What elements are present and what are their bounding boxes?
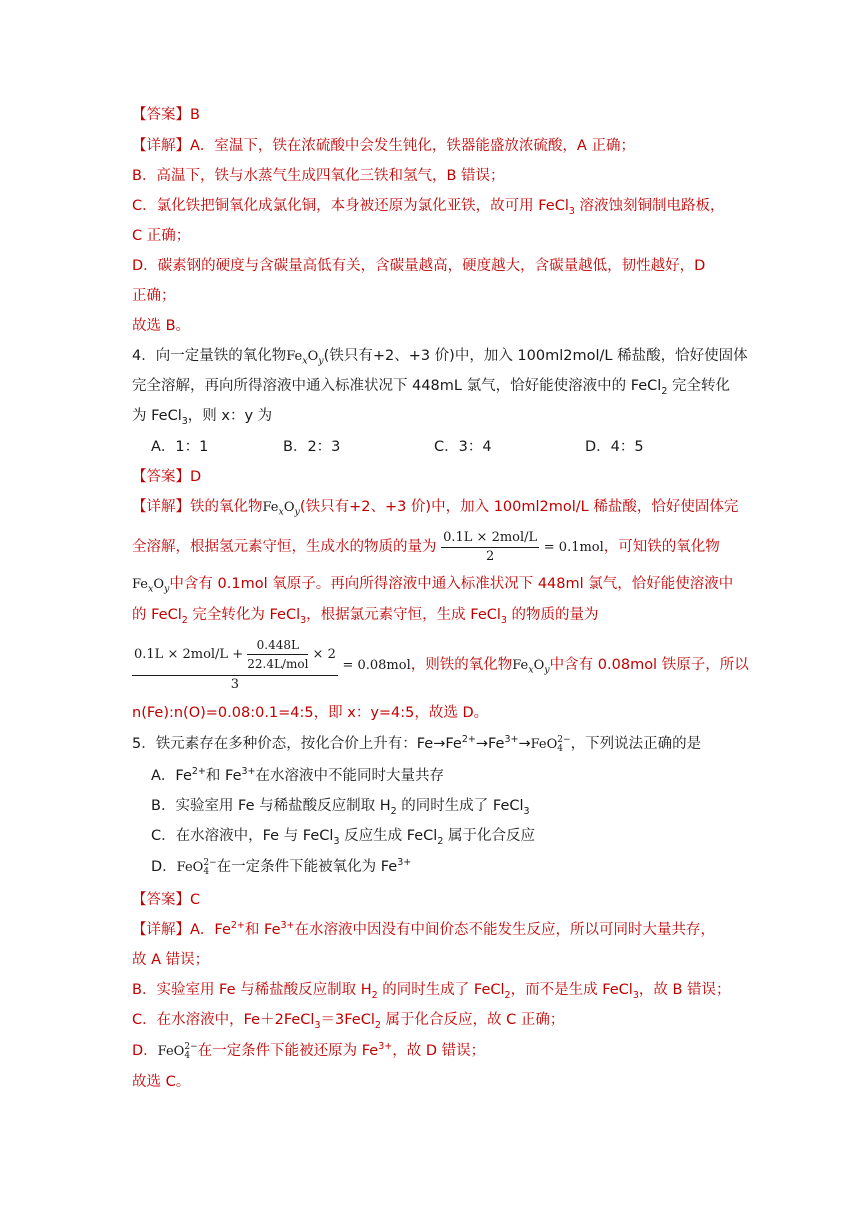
q4-detail-text2: ，可知铁的氧化物 <box>603 539 720 555</box>
q3-conclusion: 故选 B。 <box>132 318 191 334</box>
q4-detail-line3 <box>132 574 733 595</box>
formula-sup: 2− <box>557 734 571 745</box>
superscript: 3+ <box>397 857 412 869</box>
big-fraction-numerator <box>132 636 338 676</box>
subscript: 2 <box>661 385 668 397</box>
formula-sub: y <box>318 355 324 367</box>
big-fraction-denominator: 3 <box>230 677 240 692</box>
ferrate-formula <box>157 1041 198 1061</box>
q4-option-b: B．2：3 <box>283 439 341 455</box>
subscript: 3 <box>500 614 507 626</box>
q3-answer: B <box>190 107 200 123</box>
numerator-mult: × 2 <box>312 647 336 662</box>
formula-part: Fe <box>512 658 529 673</box>
q3-answer-line <box>132 105 200 125</box>
detail-text: 在水溶液中因没有中间价态不能发生反应，所以可同时大量共存， <box>294 922 715 938</box>
q5-stem-text2: ，下列说法正确的是 <box>570 736 702 752</box>
q5-detail-a-cont: 故 A 错误； <box>132 952 210 968</box>
detail-text: 属于化合反应，故 C 正确； <box>380 1012 565 1028</box>
inner-numerator: 0.448L <box>247 636 308 655</box>
q5-detail-c <box>132 1010 564 1030</box>
superscript: 2+ <box>230 920 245 932</box>
formula-part: O <box>533 658 545 673</box>
detail-label: 【详解】 <box>132 922 190 938</box>
superscript: 3+ <box>241 766 256 778</box>
q4-detail-line1 <box>132 497 738 518</box>
q4-stem-text: 为 FeCl <box>132 408 182 424</box>
option-text: 反应生成 FeCl <box>339 828 438 844</box>
detail-text: ，故 D 错误； <box>392 1043 486 1059</box>
q4-detail-text: 完全转化为 FeCl <box>187 607 301 623</box>
q4-detail-line2 <box>132 527 720 568</box>
q4-stem-line3 <box>132 406 272 426</box>
fraction-numerator: 0.1L × 2mol/L <box>441 529 539 548</box>
q5-option-b <box>151 796 530 816</box>
subscript: 2 <box>437 835 444 847</box>
iron-moles-formula <box>132 636 749 694</box>
formula-script <box>184 1043 197 1061</box>
q4-detail-line6: n(Fe):n(O)=0.08:0.1=4:5，即 x：y=4:5，故选 D。 <box>132 705 489 721</box>
q4-stem-text2: (铁只有+2、+3 价)中，加入 100ml2mol/L 稀盐酸，恰好使固体 <box>323 348 748 364</box>
q3-detail-c-cont: C 正确； <box>132 228 191 244</box>
subscript: 2 <box>390 805 397 817</box>
subscript: 3 <box>333 835 340 847</box>
q5-detail-a <box>132 920 715 940</box>
formula-part: Fe <box>262 500 279 515</box>
big-fraction-result: = 0.08mol <box>342 658 411 673</box>
q5-answer-line <box>132 890 200 910</box>
q4-stem-text2: 完全转化 <box>667 378 730 394</box>
detail-text: A．Fe <box>190 922 231 938</box>
q4-detail-text: 铁的氧化物 <box>190 499 263 515</box>
option-text: 和 Fe <box>205 768 242 784</box>
formula-sub: 4 <box>203 866 210 877</box>
formula-part: Fe <box>286 349 303 364</box>
option-text: D． <box>151 859 177 875</box>
q4-answer: D <box>190 469 202 485</box>
q5-option-d <box>151 857 411 878</box>
iron-oxide-formula <box>262 500 300 518</box>
superscript: 2+ <box>461 734 476 746</box>
q4-detail-text: ，根据氯元素守恒，生成 FeCl <box>306 607 501 623</box>
detail-text: D． <box>132 1043 158 1059</box>
iron-oxide-formula <box>512 658 550 676</box>
detail-text: ，而不是生成 FeCl <box>510 982 633 998</box>
option-text: C．在水溶液中，Fe 与 FeCl <box>151 828 334 844</box>
q4-detail-text: 的物质的量为 <box>506 607 599 623</box>
formula-sub: x <box>278 506 284 518</box>
detail-text: C．在水溶液中，Fe＋2FeCl <box>132 1012 315 1028</box>
q3-detail-c-text: C．氯化铁把铜氧化成氯化铜，本身被还原为氯化亚铁，故可用 FeCl <box>132 198 569 214</box>
q4-option-c: C．3：4 <box>434 439 492 455</box>
subscript: 2 <box>371 989 378 1001</box>
formula-part: O <box>283 500 295 515</box>
inner-fraction <box>247 636 308 673</box>
subscript: 3 <box>523 805 530 817</box>
q4-option-d: D．4：5 <box>585 439 644 455</box>
answer-label: 【答案】 <box>132 469 190 485</box>
ferrate-formula <box>530 734 571 754</box>
detail-label: 【详解】 <box>132 499 190 515</box>
fraction-denominator: 2 <box>486 548 495 564</box>
q4-stem-line2 <box>132 376 730 396</box>
formula-sub: 4 <box>557 743 564 754</box>
q4-detail-text: 中含有 0.1mol 氧原子。再向所得溶液中通入标准状况下 448ml 氯气，恰好能使溶液中 <box>169 576 734 592</box>
answer-label: 【答案】 <box>132 107 190 123</box>
q4-stem-line1 <box>132 346 748 367</box>
q4-option-a: A．1：1 <box>151 439 209 455</box>
option-text: A．Fe <box>151 768 192 784</box>
formula-part: Fe <box>132 577 149 592</box>
detail-text: ，故 B 错误； <box>638 982 731 998</box>
q5-detail-b <box>132 980 731 1000</box>
formula-sub: y <box>164 583 170 595</box>
q4-detail-text2: 中含有 0.08mol 铁原子，所以 <box>549 657 749 673</box>
superscript: 3+ <box>280 920 295 932</box>
q4-detail-text2: (铁只有+2、+3 价)中，加入 100ml2mol/L 稀盐酸，恰好使固体完 <box>299 499 739 515</box>
option-text: B．实验室用 Fe 与稀盐酸反应制取 H <box>151 798 391 814</box>
subscript: 2 <box>374 1019 381 1031</box>
q5-stem <box>132 734 701 755</box>
q5-answer: C <box>190 892 201 908</box>
superscript: 3+ <box>504 734 519 746</box>
formula-sup: 2− <box>203 857 217 868</box>
formula-sub: x <box>148 583 154 595</box>
formula-part: O <box>153 577 165 592</box>
q5-option-a <box>151 766 444 786</box>
formula-script <box>203 859 216 877</box>
detail-text: B．实验室用 Fe 与稀盐酸反应制取 H <box>132 982 372 998</box>
formula-part: FeO <box>157 1044 185 1059</box>
q5-stem-text: →Fe <box>475 736 505 752</box>
q3-detail-d: D．碳素钢的硬度与含碳量高低有关，含碳量越高，硬度越大，含碳量越低，韧性越好，D <box>132 258 706 274</box>
option-text: 在一定条件下能被氧化为 Fe <box>216 859 398 875</box>
q5-detail-d <box>132 1041 485 1062</box>
q5-stem-text: → <box>518 736 531 752</box>
q5-stem-text: 5．铁元素存在多种价态，按化合价上升有：Fe→Fe <box>132 736 462 752</box>
detail-label: 【详解】 <box>132 138 190 154</box>
q5-option-c <box>151 826 535 846</box>
q3-detail-d-cont: 正确； <box>132 288 176 304</box>
option-text: 在水溶液中不能同时大量共存 <box>255 768 444 784</box>
subscript: 3 <box>181 415 188 427</box>
formula-sub: x <box>302 355 308 367</box>
iron-oxide-formula <box>132 577 170 595</box>
formula-sub: x <box>528 664 534 676</box>
superscript: 2+ <box>191 766 206 778</box>
formula-sub: 4 <box>184 1050 191 1061</box>
superscript: 3+ <box>378 1041 393 1053</box>
q4-detail-text: 的 FeCl <box>132 607 182 623</box>
detail-text: 和 Fe <box>244 922 281 938</box>
q3-detail-b: B．高温下，铁与水蒸气生成四氧化三铁和氢气，B 错误； <box>132 168 505 184</box>
subscript: 3 <box>314 1019 321 1031</box>
formula-sub: y <box>294 506 300 518</box>
numerator-left: 0.1L × 2mol/L + <box>134 647 244 662</box>
subscript: 3 <box>632 989 639 1001</box>
subscript: 3 <box>568 205 575 217</box>
q4-detail-text: 全溶解，根据氢元素守恒，生成水的物质的量为 <box>132 539 437 555</box>
formula-part: FeO <box>530 737 558 752</box>
ferrate-formula <box>176 857 217 877</box>
q4-stem-text: 完全溶解，再向所得溶液中通入标准状况下 448mL 氯气，恰好能使溶液中的 FeCl <box>132 378 662 394</box>
formula-part: FeO <box>176 860 204 875</box>
q4-stem-text2: ，则 x：y 为 <box>187 408 273 424</box>
fraction-result: = 0.1mol <box>543 540 604 555</box>
detail-text: 在一定条件下能被还原为 Fe <box>197 1043 379 1059</box>
q4-detail-line4 <box>132 605 599 625</box>
q5-conclusion: 故选 C。 <box>132 1074 191 1090</box>
formula-sub: y <box>544 664 550 676</box>
option-text: 属于化合反应 <box>443 828 535 844</box>
iron-oxide-formula <box>286 349 324 367</box>
q4-stem-text: 4．向一定量铁的氧化物 <box>132 348 287 364</box>
answer-label: 【答案】 <box>132 892 190 908</box>
option-text: 的同时生成了 FeCl <box>396 798 524 814</box>
subscript: 2 <box>181 614 188 626</box>
q3-detail-a-text: A．室温下，铁在浓硫酸中会发生钝化，铁器能盛放浓硫酸，A 正确； <box>190 138 635 154</box>
detail-text: ＝3FeCl <box>320 1012 375 1028</box>
subscript: 3 <box>300 614 307 626</box>
formula-sup: 2− <box>184 1041 198 1052</box>
inner-denominator: 22.4L/mol <box>247 657 309 671</box>
q3-detail-c-text2: 溶液蚀刻铜制电路板， <box>574 198 725 214</box>
formula-part: O <box>307 349 319 364</box>
q3-detail-a <box>132 136 635 156</box>
detail-text: 的同时生成了 FeCl <box>377 982 505 998</box>
big-fraction <box>132 636 338 694</box>
formula-script <box>557 736 570 754</box>
water-moles-fraction <box>441 529 539 566</box>
subscript: 2 <box>504 989 511 1001</box>
q4-answer-line <box>132 467 201 487</box>
q4-detail-text: ，则铁的氧化物 <box>410 657 513 673</box>
q3-detail-c <box>132 196 725 216</box>
